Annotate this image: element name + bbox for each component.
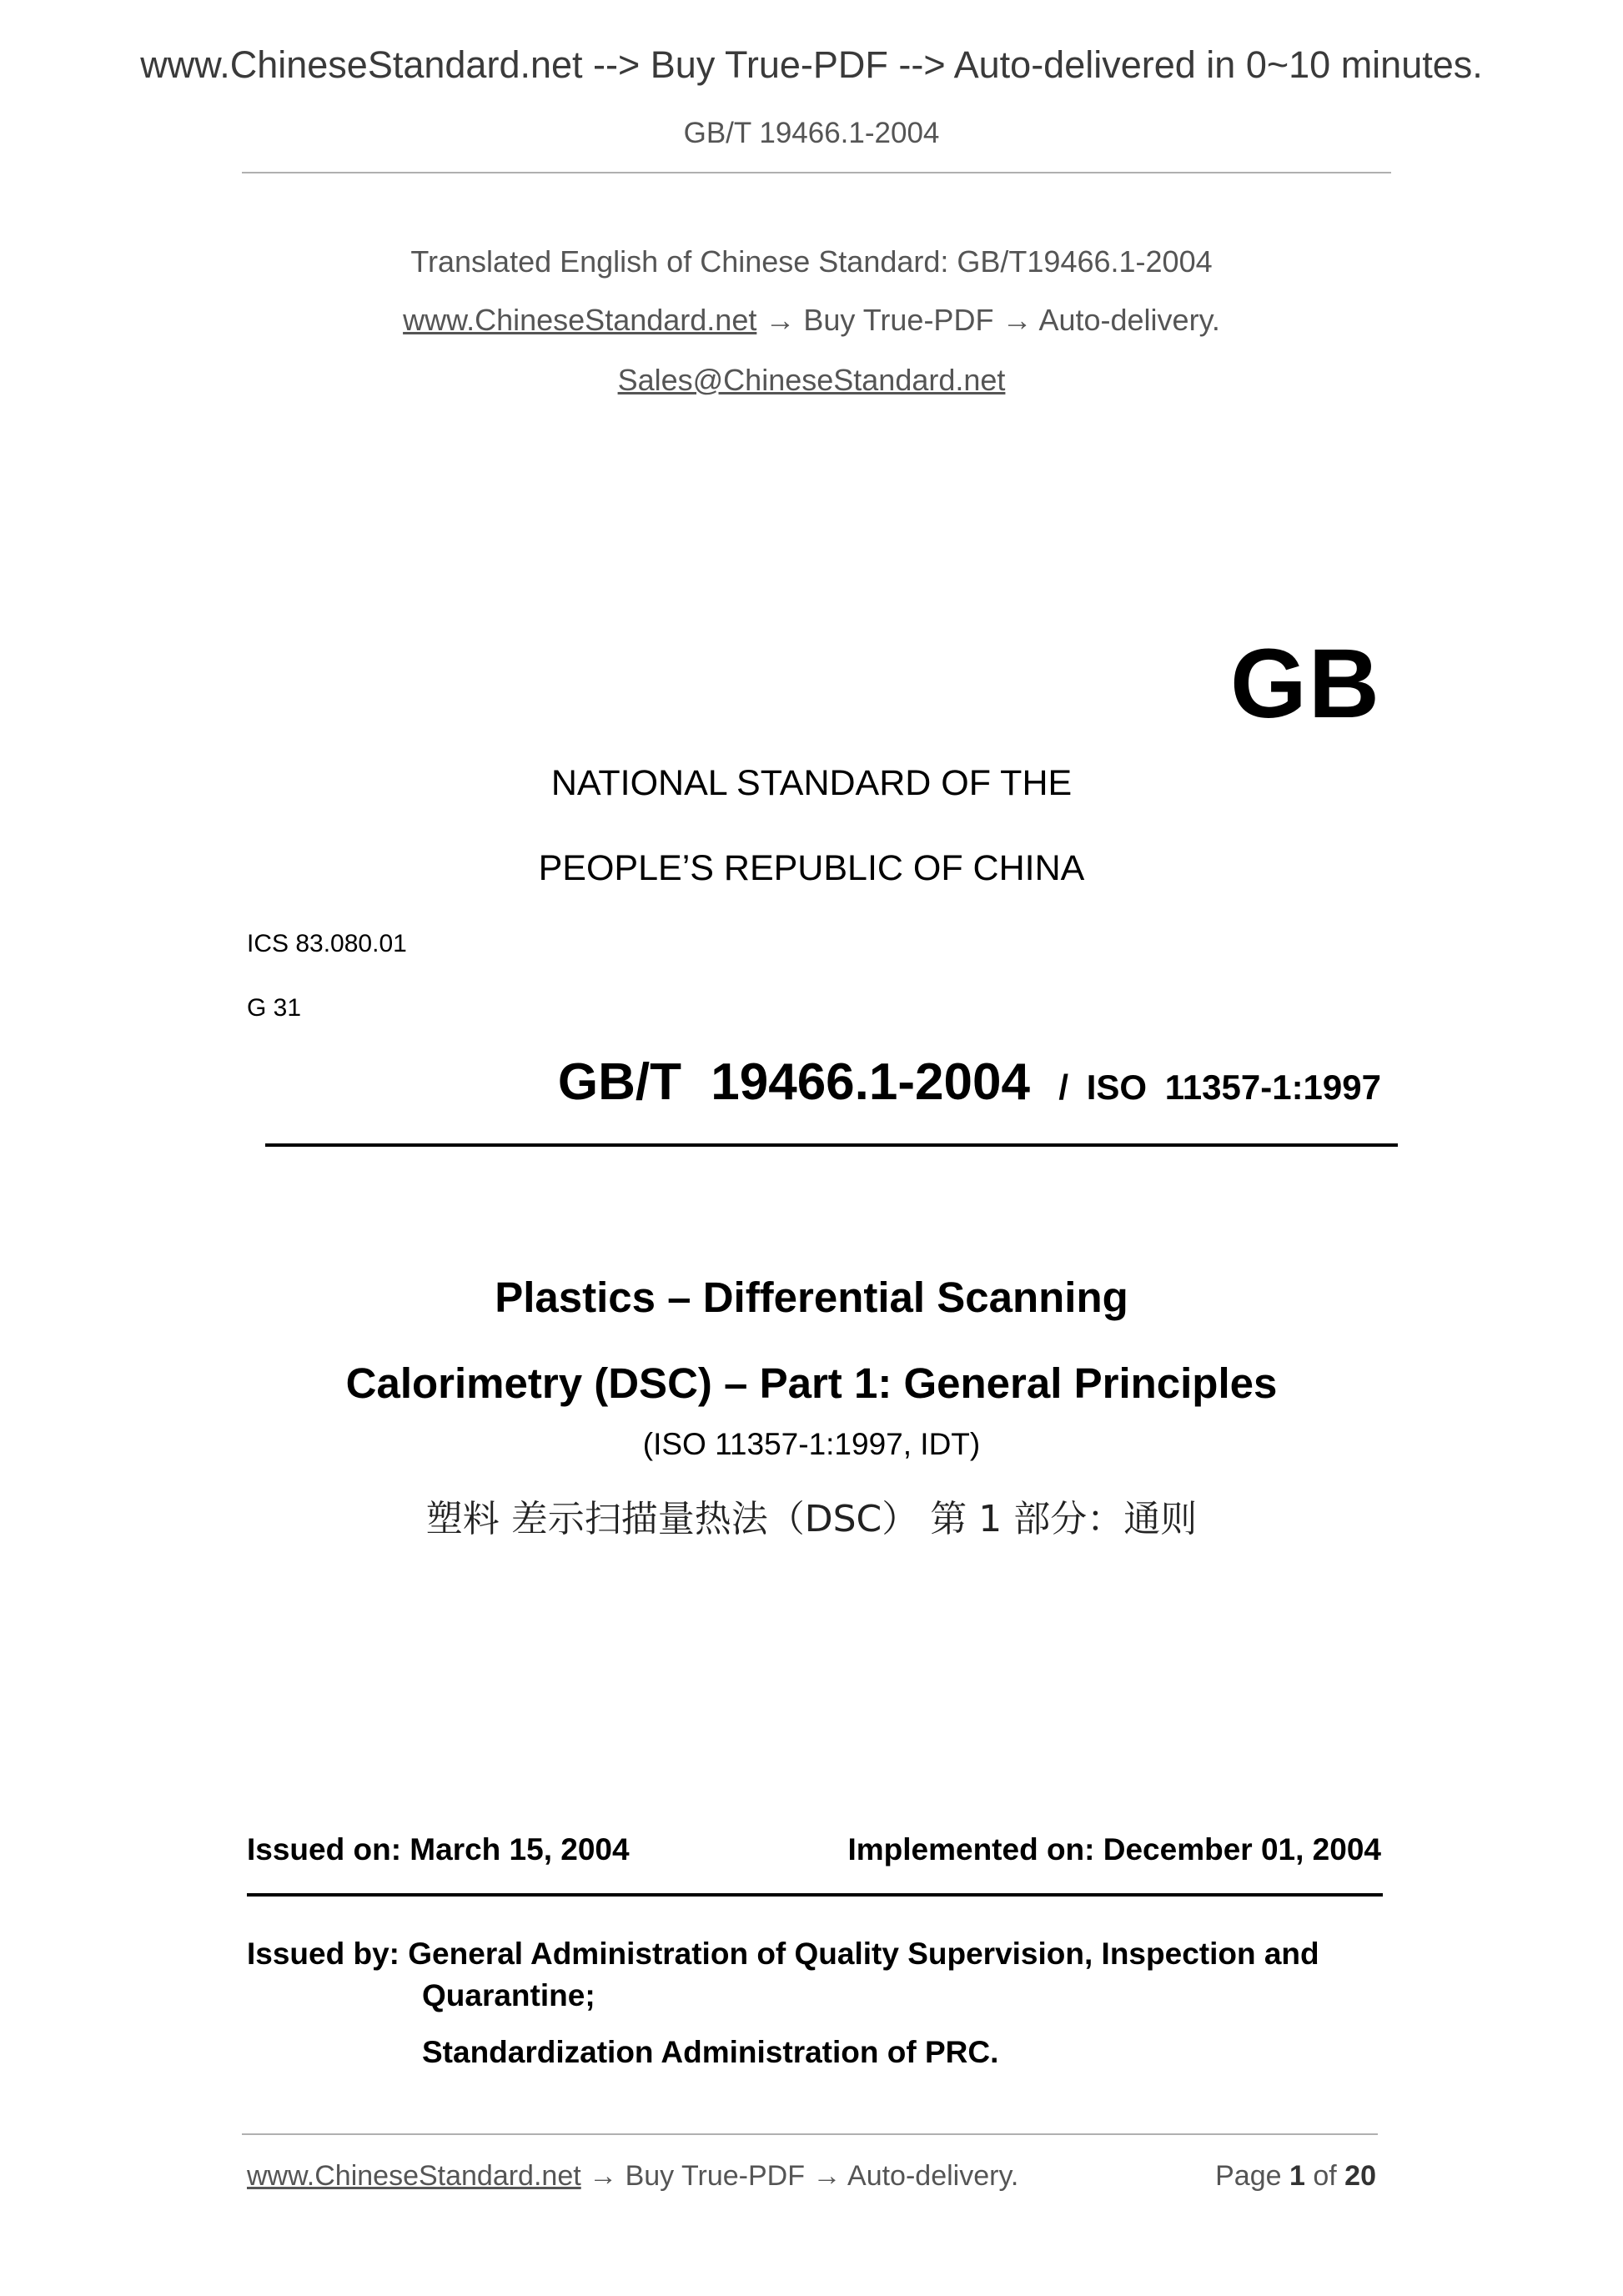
page-number: 1 [1289, 2160, 1305, 2192]
standard-number: GB/T 19466.1-2004 [557, 1053, 1030, 1111]
arrow-icon: → [812, 2160, 842, 2192]
iso-reference: (ISO 11357-1:1997, IDT) [642, 1427, 981, 1461]
standard-divider [265, 1143, 1398, 1147]
header-divider [242, 172, 1391, 173]
footer-buy-label: Buy True-PDF [625, 2160, 805, 2192]
national-standard-line-1: NATIONAL STANDARD OF THE [550, 763, 1073, 803]
buy-label: Buy True-PDF [803, 303, 994, 337]
dates-divider [247, 1893, 1383, 1897]
of-label: of [1313, 2160, 1337, 2192]
iso-equivalent: / ISO 11357-1:1997 [1058, 1068, 1381, 1107]
translated-notice: Translated English of Chinese Standard: GB/T19466.1-2004 [410, 244, 1213, 279]
sales-email-link[interactable]: Sales@ChineseStandard.net [617, 363, 1006, 397]
page-total: 20 [1344, 2160, 1376, 2192]
top-banner: www.ChineseStandard.net --> Buy True-PDF --> Auto-delivered in 0~10 minutes. [140, 43, 1483, 86]
footer-auto-label: Auto-delivery. [847, 2160, 1019, 2192]
issuer-label: Issued by: [247, 1937, 399, 1971]
ics-code: ICS 83.080.01 [247, 930, 407, 957]
document-title-line-1: Plastics – Differential Scanning [495, 1274, 1128, 1321]
footer-site-link[interactable]: www.ChineseStandard.net [247, 2160, 581, 2192]
footer-promo [247, 2160, 1018, 2193]
classification-code: G 31 [247, 994, 302, 1022]
footer-divider [242, 2133, 1378, 2135]
sales-email-line [0, 363, 1623, 398]
issuer-line-2: Standardization Administration of PRC. [422, 2035, 999, 2069]
page-indicator [1215, 2160, 1376, 2193]
auto-delivery-label: Auto-delivery. [1038, 303, 1220, 337]
national-standard-line-2: PEOPLE’S REPUBLIC OF CHINA [538, 848, 1085, 888]
issued-date: Issued on: March 15, 2004 [247, 1832, 630, 1866]
arrow-icon: → [765, 303, 796, 337]
document-title-line-2: Calorimetry (DSC) – Part 1: General Principles [345, 1359, 1278, 1407]
site-link[interactable]: www.ChineseStandard.net [403, 303, 757, 337]
gb-logo: GB [1230, 629, 1381, 739]
issuer-block [247, 1933, 1398, 2017]
arrow-icon: → [589, 2160, 618, 2192]
issuer-line-1-continued: Quarantine; [422, 1978, 595, 2012]
implemented-date: Implemented on: December 01, 2004 [847, 1832, 1381, 1866]
standard-number-line [558, 1053, 1381, 1112]
header-standard-code: GB/T 19466.1-2004 [683, 117, 940, 149]
arrow-icon: → [1002, 303, 1033, 337]
chinese-title: 塑料 差示扫描量热法（DSC） 第 1 部分：通则 [425, 1498, 1198, 1540]
issuer-line-1: General Administration of Quality Supervision, Inspection and [408, 1937, 1319, 1971]
page-label: Page [1215, 2160, 1282, 2192]
promo-line [0, 303, 1623, 338]
